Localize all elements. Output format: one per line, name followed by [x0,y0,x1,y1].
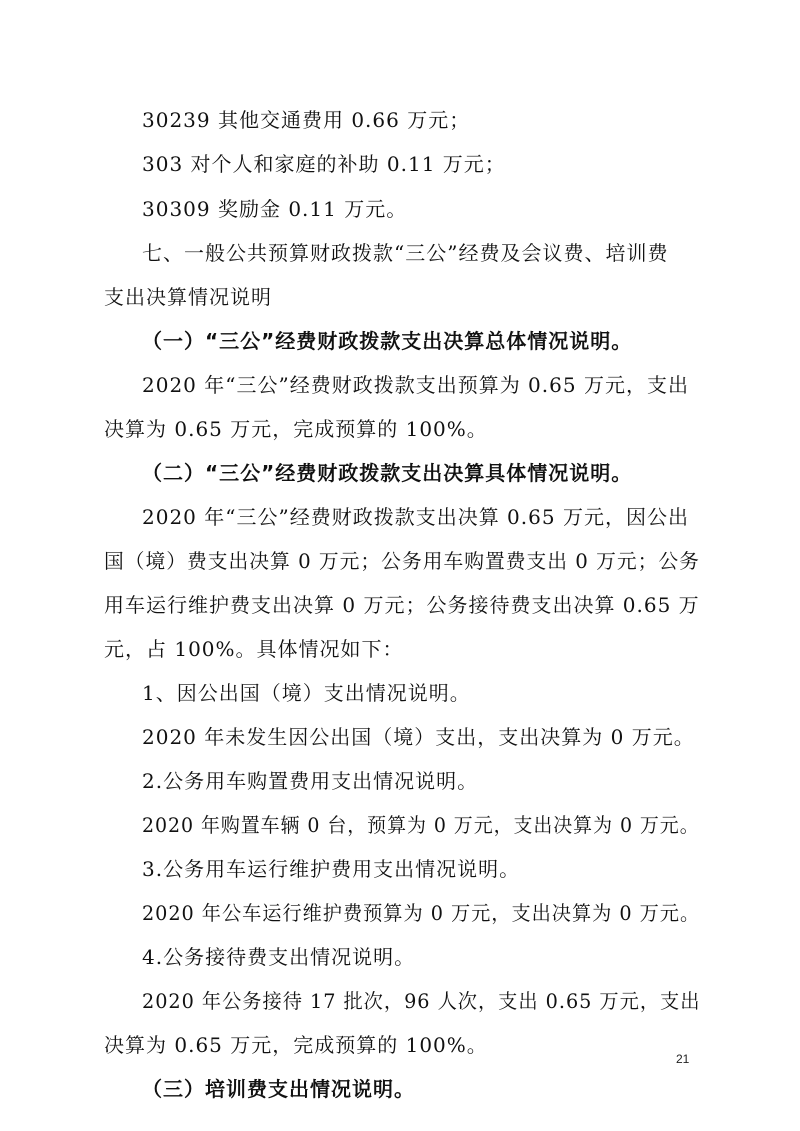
item-heading-1: 1、因公出国（境）支出情况说明。 [142,681,471,705]
item-heading-3: 3.公务用车运行维护费用支出情况说明。 [142,857,521,881]
item-heading-4: 4.公务接待费支出情况说明。 [142,945,416,969]
section-heading-7: 七、一般公共预算财政拨款“三公”经费及会议费、培训费 [142,241,669,265]
text-line-3: 30309 奖励金 0.11 万元。 [142,197,408,221]
text-line-22: 决算为 0.65 万元，完成预算的 100%。 [104,1033,488,1057]
subheading-3: （三）培训费支出情况说明。 [142,1077,415,1101]
text-line-19: 2020 年公车运行维护费预算为 0 万元，支出决算为 0 万元。 [142,901,701,925]
text-line-2: 303 对个人和家庭的补助 0.11 万元； [142,152,506,176]
text-line-8: 决算为 0.65 万元，完成预算的 100%。 [104,417,488,441]
text-line-21: 2020 年公务接待 17 批次，96 人次，支出 0.65 万元，支出 [142,989,701,1013]
section-heading-7-cont: 支出决算情况说明 [104,285,272,309]
text-line-11: 国（境）费支出决算 0 万元；公务用车购置费支出 0 万元；公务 [104,549,700,573]
subheading-1: （一）“三公”经费财政拨款支出决算总体情况说明。 [142,329,633,353]
text-line-10: 2020 年“三公”经费财政拨款支出决算 0.65 万元，因公出 [142,505,689,529]
text-line-12: 用车运行维护费支出决算 0 万元；公务接待费支出决算 0.65 万 [104,593,700,617]
text-line-15: 2020 年未发生因公出国（境）支出，支出决算为 0 万元。 [142,725,695,749]
text-line-17: 2020 年购置车辆 0 台，预算为 0 万元，支出决算为 0 万元。 [142,813,700,837]
text-line-7: 2020 年“三公”经费财政拨款支出预算为 0.65 万元，支出 [142,373,689,397]
item-heading-2: 2.公务用车购置费用支出情况说明。 [142,769,479,793]
text-line-1: 30239 其他交通费用 0.66 万元； [142,108,471,132]
text-line-13: 元，占 100%。具体情况如下： [104,637,404,661]
page-number: 21 [676,1052,690,1066]
subheading-2: （二）“三公”经费财政拨款支出决算具体情况说明。 [142,461,633,485]
